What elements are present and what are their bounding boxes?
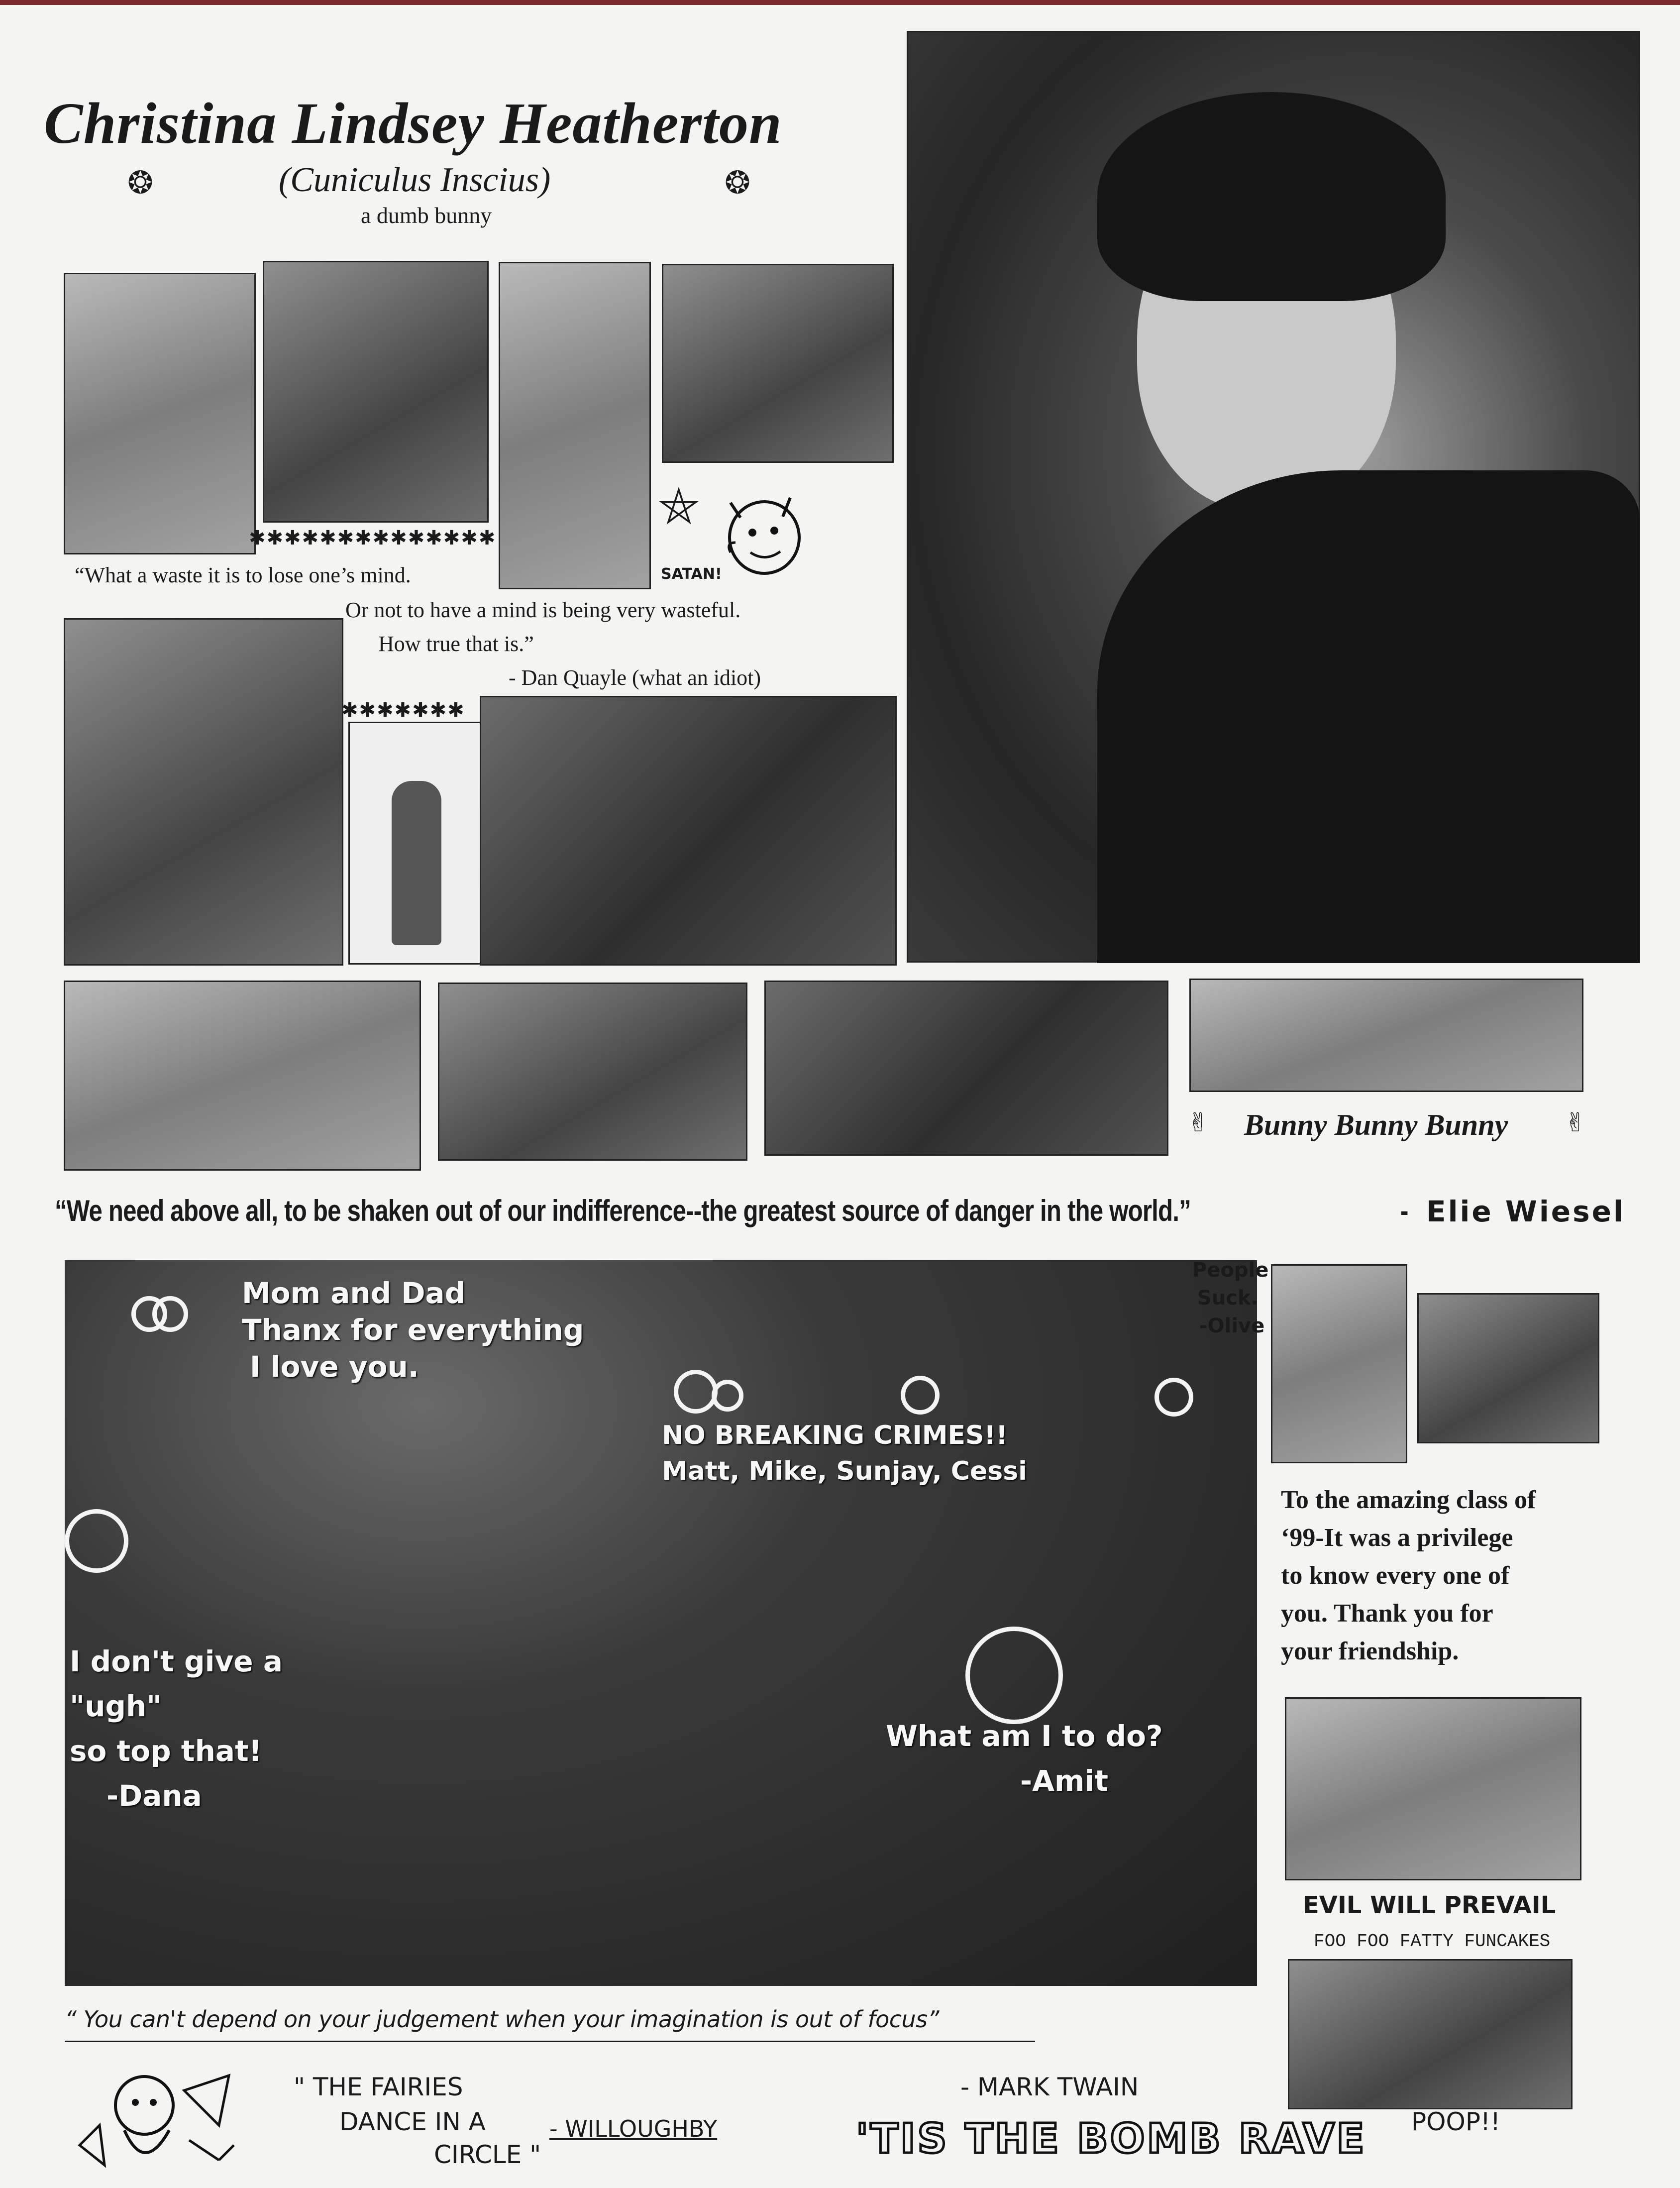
dana-line2: "ugh" [70,1689,162,1723]
quayle-attribution: - Dan Quayle (what an idiot) [509,665,761,690]
mom-dad-line1: Mom and Dad [242,1276,466,1310]
circle-doodle-mid-left [65,1509,128,1573]
bomb-rave-text: 'TIS THE BOMB RAVE [856,2115,1366,2163]
class-note-line5: your friendship. [1281,1637,1459,1665]
peace-sign-left-icon: ✌ [1187,1108,1209,1138]
people-suck-line2: Suck. [1197,1287,1259,1310]
devil-doodle-icon [716,488,813,578]
portrait-friend-photo [1271,1264,1407,1463]
friends-outdoors-photo [1189,979,1583,1092]
mom-dad-line2: Thanx for everything [242,1313,584,1347]
circle-doodle-top-left-2 [152,1296,188,1332]
no-breaking-line1: NO BREAKING CRIMES!! [662,1421,1008,1450]
portrait-hair-shape [1097,92,1446,301]
motion-blur-photo [1285,1697,1581,1880]
fairies-line2: DANCE IN A [339,2107,486,2136]
page-title: Christina Lindsey Heatherton [44,91,782,156]
child-figure-shape [392,781,441,945]
dana-line1: I don't give a [70,1644,283,1678]
class-formal-group-photo [480,696,897,966]
prom-group-photo [764,981,1168,1156]
class-note-line3: to know every one of [1281,1561,1510,1590]
two-friends-photo [662,264,894,463]
circle-doodle-amit [965,1627,1063,1724]
quayle-quote-line3: How true that is.” [378,632,534,656]
foo-foo-text: FOO FOO FATTY FUNCAKES [1314,1931,1551,1952]
peace-sign-right-icon: ✌ [1565,1108,1586,1138]
quayle-quote-line2: Or not to have a mind is being very wasteful. [345,598,741,622]
class-note-line4: you. Thank you for [1281,1599,1493,1628]
ornament-left-icon: ❂ [127,164,153,201]
dana-line4: -Dana [106,1779,202,1813]
star-divider-short: ✱✱✱✱✱✱✱ [341,699,465,722]
star-divider-long: ✱✱✱✱✱✱✱✱✱✱✱✱✱✱ [249,527,497,549]
class-note-line1: To the amazing class of [1281,1486,1536,1514]
child-jacket-photo [348,722,485,965]
dana-line3: so top that! [70,1734,262,1768]
twain-quote: “ You can't depend on your judgement when your imagination is out of focus” [65,2006,939,2033]
circle-doodle-center-2 [712,1380,743,1412]
fairies-author: - WILLOUGHBY [549,2115,718,2142]
wiesel-author: Elie Wiesel [1426,1195,1625,1228]
team-group-photo [1417,1293,1599,1443]
mom-dad-line3: I love you. [250,1350,419,1384]
ornament-right-icon: ❂ [725,164,750,201]
circle-doodle-center [674,1370,718,1414]
amit-line1: What am I to do? [886,1719,1163,1753]
fairies-line3: CIRCLE " [434,2140,541,2169]
binding-edge [0,0,1680,5]
satan-label: SATAN! [661,565,722,583]
senior-portrait-photo [907,31,1640,963]
portrait-body-shape [1097,470,1640,963]
party-room-photo [64,981,421,1171]
evil-will-prevail: EVIL WILL PREVAIL [1303,1891,1556,1919]
bunny-text: Bunny Bunny Bunny [1244,1108,1508,1141]
fairy-doodle-icon [70,2066,269,2183]
group-of-girls-photo [64,618,343,966]
wiesel-quote: “We need above all, to be shaken out of our indifference--the greatest source of danger in the world.” [55,1194,1191,1227]
amit-line2: -Amit [1020,1764,1109,1798]
circle-doodle-far-right [1155,1378,1193,1417]
no-breaking-line2: Matt, Mike, Sunjay, Cessi [662,1456,1027,1486]
people-suck-line3: -Olive [1199,1314,1265,1337]
three-friends-photo [438,983,747,1161]
guitar-photo [64,273,256,554]
quayle-quote-line1: “What a waste it is to lose one’s mind. [75,563,411,587]
wiesel-dash: - [1400,1194,1408,1227]
poop-text: POOP!! [1411,2107,1501,2136]
family-winter-photo [263,261,489,523]
circle-doodle-right [901,1376,940,1415]
people-suck-line1: People [1192,1259,1269,1282]
pumpkin-patch-photo [499,262,651,589]
pentagram-icon: ⛤ [659,477,699,535]
class-note-line2: ‘99-It was a privilege [1281,1524,1513,1552]
crowd-collage-photo [65,1260,1265,1986]
twain-author: - MARK TWAIN [960,2073,1139,2101]
latin-translation: a dumb bunny [361,203,492,228]
four-guys-photo [1288,1959,1573,2109]
fairies-line1: " THE FAIRIES [294,2073,463,2101]
twain-underline [65,2041,1035,2042]
latin-name: (Cuniculus Inscius) [279,161,551,199]
